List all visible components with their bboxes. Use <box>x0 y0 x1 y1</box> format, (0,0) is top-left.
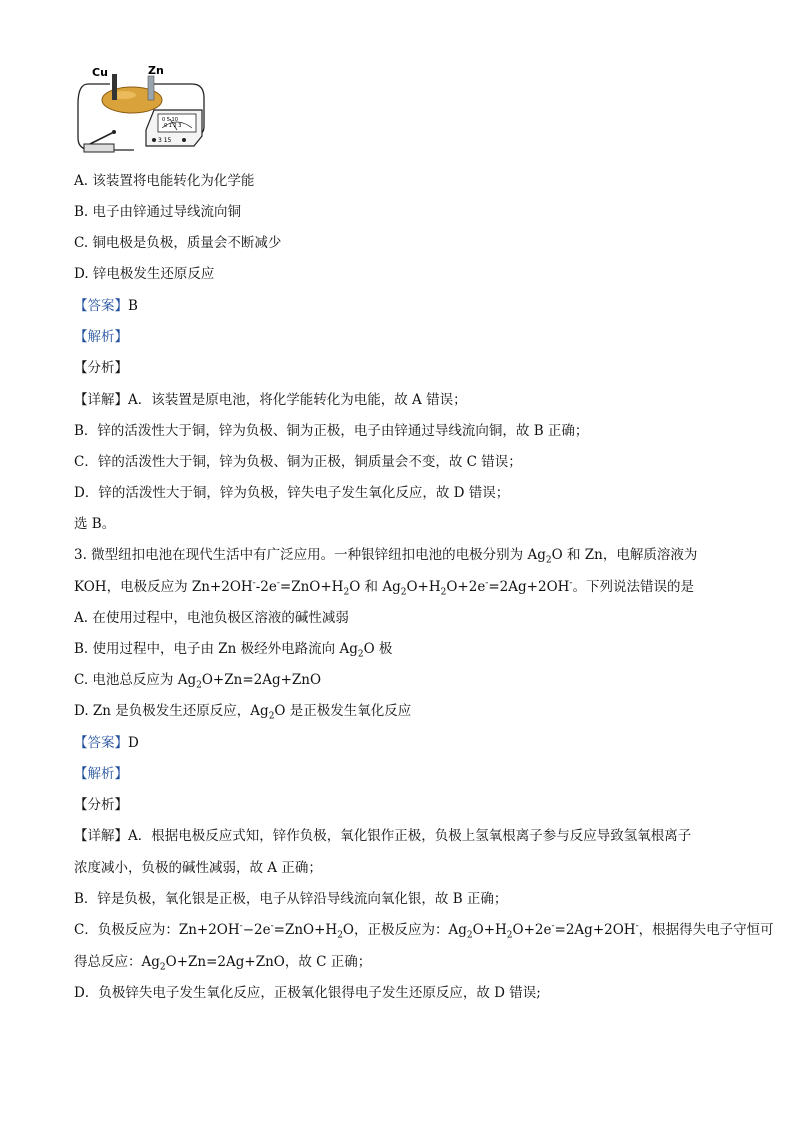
q3-stem-2e: O+H <box>406 579 441 595</box>
q3-detail-c-2b: O+Zn=2Ag+ZnO，故 C 正确； <box>165 954 372 970</box>
sub: 2 <box>337 930 343 941</box>
q2-detail-c: C．锌的活泼性大于铜，锌为负极、铜为正极，铜质量会不变，故 C 错误； <box>74 454 522 470</box>
q2-choose: 选 B。 <box>74 516 116 532</box>
q3-detail-c-1a: C．负极反应为：Zn+2OH <box>74 922 240 938</box>
meter-terminals: 3 15 <box>158 137 172 144</box>
q3-detail-a-2: 浓度减小，负极的碱性减弱，故 A 正确； <box>74 860 322 876</box>
sub: 2 <box>268 711 275 722</box>
q3-detail-c-1c: =ZnO+H <box>273 922 338 938</box>
meter-scale-mid: 0 1 2 3 <box>164 123 182 129</box>
sup: - <box>551 921 555 932</box>
q3-stem-2d: O 和 Ag <box>349 579 401 595</box>
q3-stem-2a: KOH，电极反应为 Zn+2OH <box>74 579 253 595</box>
q3-option-a: A. 在使用过程中，电池负极区溶液的碱性减弱 <box>74 610 349 626</box>
q3-detail-c-2 <box>74 953 371 971</box>
q2-detail-tag: 【详解】 <box>74 392 128 408</box>
q3-detail-c-1h: ，根据得失电子守恒可 <box>638 922 774 938</box>
switch-lever <box>90 132 114 144</box>
sub: 2 <box>440 587 447 598</box>
q2-answer-tag: 【答案】 <box>74 298 128 314</box>
q3-detail-c-1d: O，正极反应为：Ag <box>342 922 467 938</box>
q3-stem-line-1 <box>74 546 697 564</box>
label-zn: Zn <box>148 64 164 77</box>
q2-fenxi <box>74 359 128 377</box>
q3-detail-c-2a: 得总反应：Ag <box>74 954 160 970</box>
potato-battery-figure <box>74 64 214 162</box>
meter <box>146 110 202 146</box>
q3-option-b <box>74 640 392 658</box>
switch-knob <box>112 130 116 134</box>
q3-stem-2f: O+2e <box>446 579 486 595</box>
circuit-diagram <box>74 64 214 162</box>
q3-detail-c-1g: =2Ag+2OH <box>554 922 636 938</box>
copper-electrode <box>112 74 117 100</box>
q3-stem-1a: 3. 微型纽扣电池在现代生活中有广泛应用。一种银锌纽扣电池的电极分别为 Ag <box>74 547 546 563</box>
q3-stem-2b: -2e <box>255 579 277 595</box>
q3-option-b-2: O 极 <box>363 641 393 657</box>
q2-answer-value: B <box>128 298 138 314</box>
q3-detail-c-1e: O+H <box>472 922 507 938</box>
switch-base <box>84 144 114 152</box>
q2-fenxi-tag: 【分析】 <box>74 360 128 376</box>
q3-stem-2g: =2Ag+2OH <box>488 579 570 595</box>
q2-detail-a <box>74 391 467 409</box>
terminal-2 <box>182 138 186 142</box>
q3-option-b-1: B. 使用过程中，电子由 Zn 极经外电路流向 Ag <box>74 641 358 657</box>
q3-answer <box>74 734 139 752</box>
q2-option-a: A. 该装置将电能转化为化学能 <box>74 173 255 189</box>
sup: - <box>569 578 573 589</box>
q2-option-b: B. 电子由锌通过导线流向铜 <box>74 204 242 220</box>
q2-detail-a-text: A．该装置是原电池，将化学能转化为电能，故 A 错误； <box>128 392 467 408</box>
q3-detail-c-1f: O+2e <box>512 922 552 938</box>
q3-answer-value: D <box>128 735 139 751</box>
sub: 2 <box>196 680 202 691</box>
sub: 2 <box>357 649 364 660</box>
q3-option-c <box>74 671 321 689</box>
q3-analysis <box>74 765 128 783</box>
q3-detail-a-1 <box>74 827 691 845</box>
q3-option-d-2: O 是正极发生氧化反应 <box>274 703 412 719</box>
zinc-electrode <box>148 76 154 100</box>
q3-stem-2c: =ZnO+H <box>279 579 344 595</box>
q3-stem-2h: 。下列说法错误的是 <box>572 579 694 595</box>
q3-answer-tag: 【答案】 <box>74 735 128 751</box>
q2-analysis <box>74 328 128 346</box>
q2-detail-d: D．锌的活泼性大于铜，锌为负极，锌失电子发生氧化反应，故 D 错误； <box>74 485 510 501</box>
q3-detail-c-1b: −2e <box>242 922 271 938</box>
sub: 2 <box>545 555 552 566</box>
q3-analysis-tag: 【解析】 <box>74 766 128 782</box>
sub: 2 <box>506 930 513 941</box>
q3-detail-c-1 <box>74 921 774 939</box>
label-cu: Cu <box>92 66 108 79</box>
sup: - <box>276 578 280 589</box>
q2-option-c: C. 铜电极是负极，质量会不断减少 <box>74 235 282 251</box>
meter-scale-top: 0 5 10 <box>162 117 178 123</box>
q3-stem-line-2 <box>74 578 694 596</box>
q3-fenxi <box>74 796 128 814</box>
sup: - <box>252 578 256 589</box>
sub: 2 <box>159 962 166 973</box>
q3-option-d-1: D. Zn 是负极发生还原反应，Ag <box>74 703 269 719</box>
q3-option-c-2: O+Zn=2Ag+ZnO <box>201 672 322 688</box>
q3-detail-b: B．锌是负极，氧化银是正极，电子从锌沿导线流向氧化银，故 B 正确； <box>74 891 508 907</box>
sub: 2 <box>466 930 473 941</box>
q2-option-d: D. 锌电极发生还原反应 <box>74 266 215 282</box>
q3-detail-d: D．负极锌失电子发生氧化反应，正极氧化银得电子发生还原反应，故 D 错误; <box>74 985 541 1001</box>
q3-stem-1b: O 和 Zn，电解质溶液为 <box>551 547 698 563</box>
q2-analysis-tag: 【解析】 <box>74 329 128 345</box>
q3-option-c-1: C. 电池总反应为 Ag <box>74 672 197 688</box>
sub: 2 <box>400 587 407 598</box>
sup: - <box>270 921 274 932</box>
q3-option-d <box>74 702 411 720</box>
sup: - <box>485 578 489 589</box>
q3-detail-a-1-text: A．根据电极反应式知，锌作负极，氧化银作正极，负极上氢氧根离子参与反应导致氢氧根离子 <box>128 828 692 844</box>
q3-detail-tag: 【详解】 <box>74 828 128 844</box>
q3-fenxi-tag: 【分析】 <box>74 797 128 813</box>
sup: - <box>239 921 243 932</box>
sup: - <box>635 921 639 932</box>
sub: 2 <box>343 587 350 598</box>
q2-detail-b: B．锌的活泼性大于铜，锌为负极、铜为正极，电子由锌通过导线流向铜，故 B 正确； <box>74 423 589 439</box>
terminal-1 <box>152 138 156 142</box>
q2-answer <box>74 297 138 315</box>
